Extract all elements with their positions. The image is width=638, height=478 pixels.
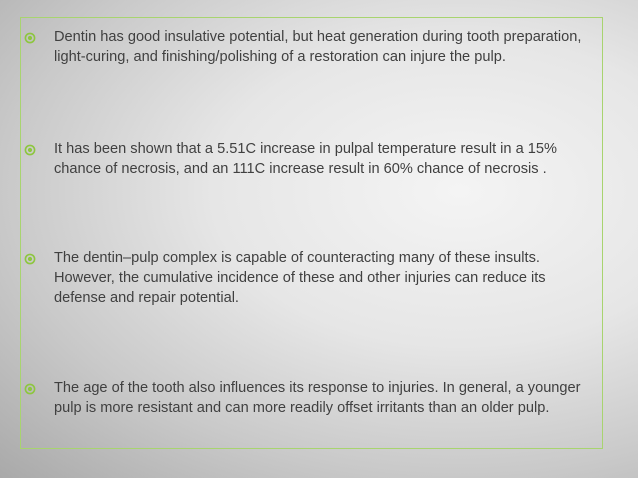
bullet-text-1: Dentin has good insulative potential, but heat generation during tooth preparation, light-curing, and finishing/polishing of a restoration can injure the pulp. xyxy=(54,29,582,65)
bullet-item-2 xyxy=(24,139,594,179)
bullet-text-3: The dentin–pulp complex is capable of counteracting many of these insults. However, the cumulative incidence of these and other injuries can reduce its defense and repair potential. xyxy=(54,250,546,306)
bullet-item-1 xyxy=(24,27,594,67)
bullet-text-2: It has been shown that a 5.51C increase in pulpal temperature result in a 15% chance of necrosis, and an 111C increase result in 60% chance of necrosis . xyxy=(54,141,557,177)
circle-dot-bullet-icon xyxy=(24,28,44,48)
circle-dot-bullet-icon xyxy=(24,140,44,160)
bullet-item-4 xyxy=(24,378,594,418)
circle-dot-bullet-icon xyxy=(24,379,44,399)
circle-dot-bullet-icon xyxy=(24,249,44,269)
bullet-item-3 xyxy=(24,248,594,308)
bullet-text-4: The age of the tooth also influences its response to injuries. In general, a younger pulp is more resistant and can more readily offset irritants than an older pulp. xyxy=(54,380,581,416)
